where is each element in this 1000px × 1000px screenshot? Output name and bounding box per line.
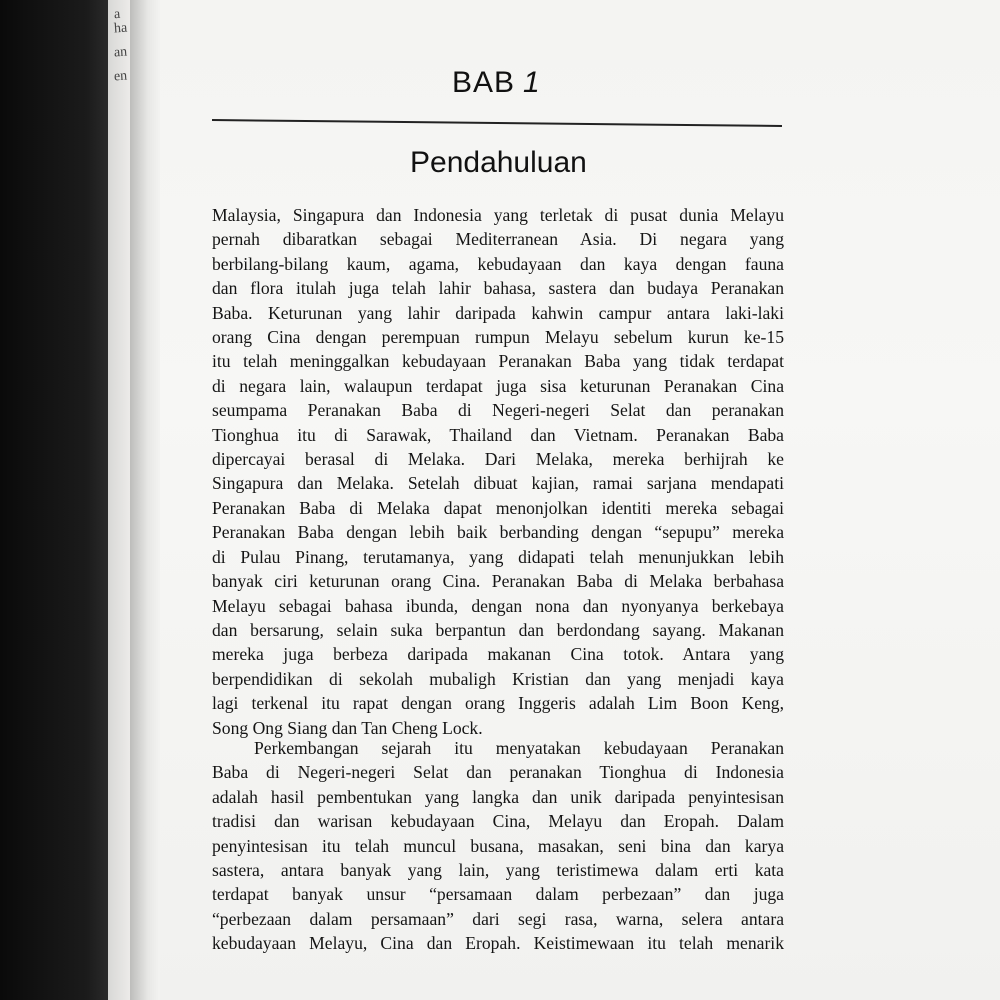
text-line: itu telah meninggalkan kebudayaan Peranakan Baba yang tidak terdapat [212, 351, 784, 372]
text-line: berbilang-bilang kaum, agama, kebudayaan dan kaya dengan fauna [212, 253, 784, 274]
text-line: Perkembangan sejarah itu menyatakan kebudayaan Peranakan [254, 738, 784, 758]
background-dark [0, 0, 108, 1000]
text-line: pernah dibaratkan sebagai Mediterranean Asia. Di negara yang [212, 229, 784, 250]
paragraph-1 [212, 203, 784, 740]
text-line: adalah hasil pembentukan yang langka dan unik daripada penyintesisan [212, 786, 784, 807]
facing-page-edge [108, 0, 130, 1000]
margin-fragment: an [113, 44, 128, 61]
text-line: orang Cina dengan perempuan rumpun Melayu sebelum kurun ke-15 [212, 327, 784, 348]
text-line: tradisi dan warisan kebudayaan Cina, Melayu dan Eropah. Dalam [212, 811, 784, 832]
text-line: penyintesisan itu telah muncul busana, masakan, seni bina dan karya [212, 835, 784, 856]
text-line: dan flora itulah juga telah lahir bahasa, sastera dan budaya Peranakan [212, 278, 784, 299]
text-line: kebudayaan Melayu, Cina dan Eropah. Keistimewaan itu telah menarik [212, 933, 784, 954]
paragraph-2 [212, 736, 784, 956]
margin-fragment: ha [113, 20, 128, 37]
text-line: Baba di Negeri-negeri Selat dan peranakan Tionghua di Indonesia [212, 762, 784, 783]
text-line: dan bersarung, selain suka berpantun dan berdondang sayang. Makanan [212, 619, 784, 640]
text-line: sastera, antara banyak yang lain, yang teristimewa dalam erti kata [212, 860, 784, 881]
text-line: Peranakan Baba dengan lebih baik berbanding dengan “sepupu” mereka [212, 522, 784, 543]
text-line: Singapura dan Melaka. Setelah dibuat kajian, ramai sarjana mendapati [212, 473, 784, 494]
text-line: mereka juga berbeza daripada makanan Cina totok. Antara yang [212, 644, 784, 665]
text-line: di negara lain, walaupun terdapat juga sisa keturunan Peranakan Cina [212, 375, 784, 396]
text-line: Tionghua itu di Sarawak, Thailand dan Vietnam. Peranakan Baba [212, 424, 784, 445]
text-line: di Pulau Pinang, terutamanya, yang didapati telah menunjukkan lebih [212, 546, 784, 567]
text-line: Peranakan Baba di Melaka dapat menonjolkan identiti mereka sebagai [212, 497, 784, 518]
chapter-number: 1 [523, 66, 541, 99]
page-title: Pendahuluan [410, 146, 587, 179]
text-line: dipercayai berasal di Melaka. Dari Melaka, mereka berhijrah ke [212, 449, 784, 470]
page-gutter-shadow [130, 0, 160, 1000]
text-line: Baba. Keturunan yang lahir daripada kahwin campur antara laki-laki [212, 302, 784, 323]
chapter-heading [452, 66, 541, 100]
text-line: berpendidikan di sekolah mubaligh Kristian dan yang menjadi kaya [212, 668, 784, 689]
text-line: terdapat banyak unsur “persamaan dalam perbezaan” dan juga [212, 884, 784, 905]
text-line: lagi terkenal itu rapat dengan orang Inggeris adalah Lim Boon Keng, [212, 693, 784, 714]
text-line: Malaysia, Singapura dan Indonesia yang terletak di pusat dunia Melayu [212, 205, 784, 225]
text-line: “perbezaan dalam persamaan” dari segi rasa, warna, selera antara [212, 908, 784, 929]
text-line: banyak ciri keturunan orang Cina. Peranakan Baba di Melaka berbahasa [212, 571, 784, 592]
margin-fragment: a [113, 6, 121, 23]
text-line: Song Ong Siang dan Tan Cheng Lock. [212, 717, 483, 738]
chapter-label: BAB [452, 66, 516, 99]
text-line: Melayu sebagai bahasa ibunda, dengan nona dan nyonyanya berkebaya [212, 595, 784, 616]
margin-fragment: en [113, 68, 128, 85]
text-line: seumpama Peranakan Baba di Negeri-negeri Selat dan peranakan [212, 400, 784, 421]
